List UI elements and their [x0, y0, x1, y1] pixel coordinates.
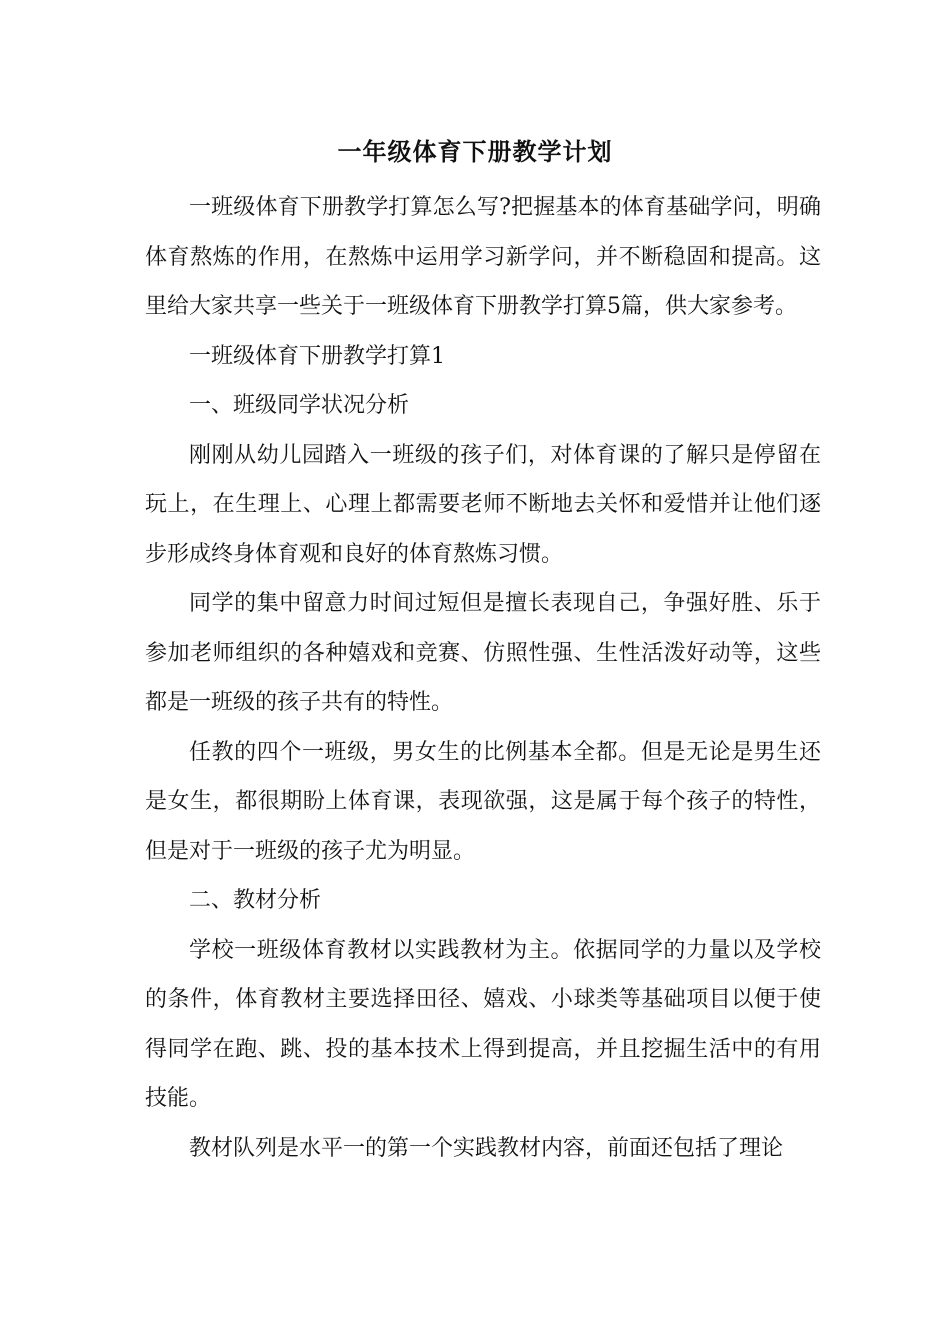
- body-paragraph: 教材队列是水平一的第一个实践教材内容，前面还包括了理论: [189, 1135, 784, 1161]
- body-paragraph: 任教的四个一班级，男女生的比例基本全都。但是无论是男生还是女生，都很期盼上体育课，表现欲强，这是属于每个孩子的特性，但是对于一班级的孩子尤为明显。: [145, 739, 821, 864]
- body-paragraph: 同学的集中留意力时间过短但是擅长表现自己，争强好胜、乐于参加老师组织的各种嬉戏和竞赛、仿照性强、生性活泼好动等，这些都是一班级的孩子共有的特性。: [145, 591, 821, 715]
- section-heading-textbook-analysis: 二、教材分析: [189, 888, 322, 913]
- page-title: 一年级体育下册教学计划: [337, 137, 613, 166]
- body-paragraph: 刚刚从幼儿园踏入一班级的孩子们，对体育课的了解只是停留在玩上，在生理上、心理上都需要老师不断地去关怀和爱惜并让他们逐步形成终身体育观和良好的体育熬炼习惯。: [145, 442, 821, 567]
- section-heading-student-analysis: 一、班级同学状况分析: [189, 393, 410, 418]
- section-heading-plan-1: 一班级体育下册教学打算1: [189, 343, 445, 369]
- intro-paragraph: 一班级体育下册教学打算怎么写?把握基本的体育基础学问，明确体育熬炼的作用，在熬炼中运用学习新学问，并不断稳固和提高。这里给大家共享一些关于一班级体育下册教学打算5篇，供大家参考。: [145, 195, 821, 319]
- document-body: [145, 183, 821, 1173]
- body-paragraph: 学校一班级体育教材以实践教材为主。依据同学的力量以及学校的条件，体育教材主要选择田径、嬉戏、小球类等基础项目以便于使得同学在跑、跳、投的基本技术上得到提高，并且挖掘生活中的有用技能。: [145, 937, 821, 1111]
